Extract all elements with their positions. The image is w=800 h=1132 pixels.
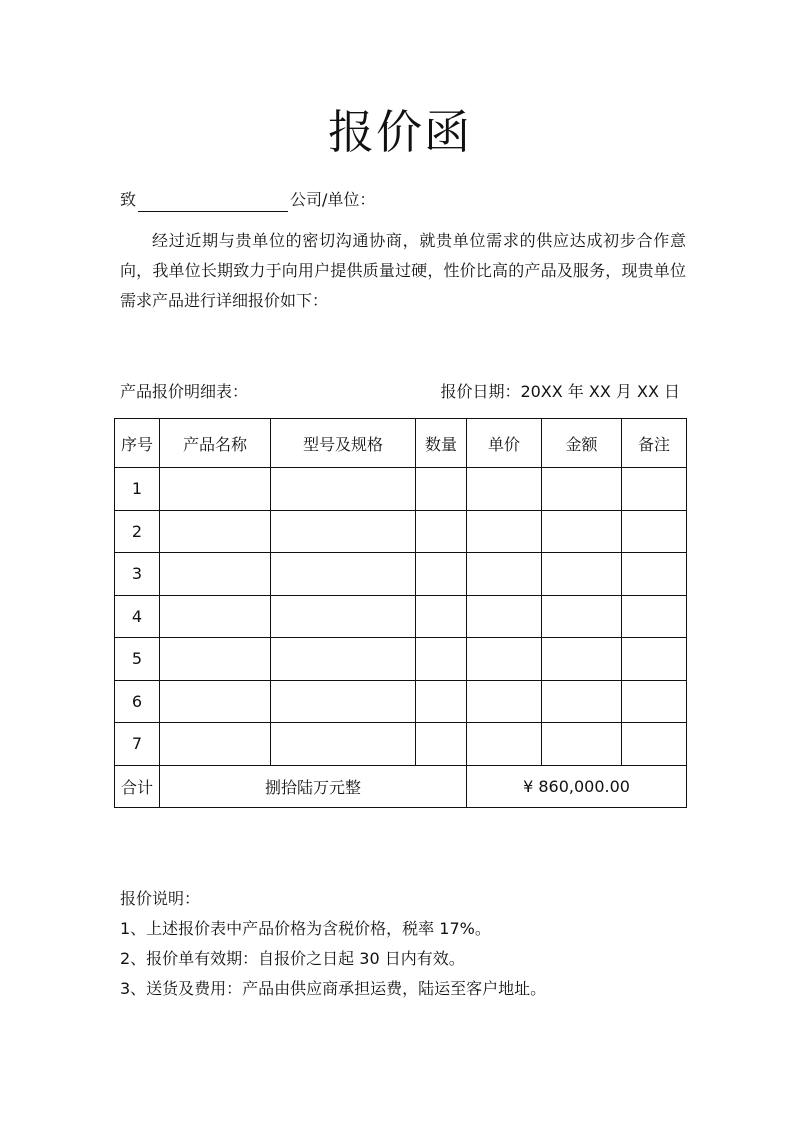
cell-index: 5	[115, 638, 160, 681]
cell-product-name	[160, 595, 271, 638]
notes-heading: 报价说明：	[120, 889, 201, 908]
total-label: 合计	[115, 765, 160, 807]
cell-remarks	[622, 510, 687, 553]
cell-unit-price	[467, 595, 542, 638]
header-model-spec: 型号及规格	[271, 419, 416, 468]
cell-amount	[542, 553, 622, 596]
cell-quantity	[416, 723, 467, 766]
total-row	[115, 765, 687, 807]
cell-index: 3	[115, 553, 160, 596]
cell-remarks	[622, 553, 687, 596]
header-amount: 金额	[542, 419, 622, 468]
cell-product-name	[160, 638, 271, 681]
cell-index: 4	[115, 595, 160, 638]
cell-amount	[542, 510, 622, 553]
cell-index: 2	[115, 510, 160, 553]
intro-paragraph: 经过近期与贵单位的密切沟通协商，就贵单位需求的供应达成初步合作意向，我单位长期致力于向用户提供质量过硬，性价比高的产品及服务，现贵单位需求产品进行详细报价如下：	[120, 231, 686, 310]
cell-amount	[542, 595, 622, 638]
cell-index: 7	[115, 723, 160, 766]
note-item: 3、送货及费用：产品由供应商承担运费，陆运至客户地址。	[120, 979, 547, 998]
cell-model-spec	[271, 553, 416, 596]
cell-quantity	[416, 468, 467, 511]
table-row	[115, 468, 687, 511]
cell-unit-price	[467, 723, 542, 766]
recipient-blank-field	[138, 193, 288, 212]
cell-model-spec	[271, 723, 416, 766]
quotation-notes	[120, 884, 546, 1004]
header-index: 序号	[115, 419, 160, 468]
cell-quantity	[416, 510, 467, 553]
table-row	[115, 553, 687, 596]
table-meta-row	[120, 380, 680, 404]
cell-product-name	[160, 680, 271, 723]
cell-product-name	[160, 723, 271, 766]
cell-model-spec	[271, 595, 416, 638]
cell-unit-price	[467, 638, 542, 681]
cell-remarks	[622, 595, 687, 638]
cell-amount	[542, 638, 622, 681]
table-row	[115, 680, 687, 723]
header-quantity: 数量	[416, 419, 467, 468]
cell-remarks	[622, 468, 687, 511]
header-remarks: 备注	[622, 419, 687, 468]
cell-unit-price	[467, 510, 542, 553]
cell-amount	[542, 723, 622, 766]
recipient-prefix: 致	[120, 190, 137, 209]
table-row	[115, 510, 687, 553]
cell-model-spec	[271, 680, 416, 723]
note-item: 2、报价单有效期：自报价之日起 30 日内有效。	[120, 949, 465, 968]
cell-product-name	[160, 553, 271, 596]
table-row	[115, 638, 687, 681]
document-title: 报价函	[328, 105, 472, 159]
cell-index: 6	[115, 680, 160, 723]
cell-unit-price	[467, 468, 542, 511]
table-row	[115, 595, 687, 638]
cell-quantity	[416, 680, 467, 723]
table-row	[115, 723, 687, 766]
cell-amount	[542, 680, 622, 723]
quote-date: 报价日期：20XX 年 XX 月 XX 日	[440, 382, 680, 401]
recipient-suffix: 公司/单位：	[290, 190, 376, 209]
cell-model-spec	[271, 510, 416, 553]
note-item: 1、上述报价表中产品价格为含税价格，税率 17%。	[120, 919, 491, 938]
cell-unit-price	[467, 553, 542, 596]
cell-product-name	[160, 510, 271, 553]
cell-quantity	[416, 638, 467, 681]
cell-model-spec	[271, 638, 416, 681]
cell-product-name	[160, 468, 271, 511]
recipient-line	[120, 188, 375, 212]
cell-remarks	[622, 680, 687, 723]
header-product-name: 产品名称	[160, 419, 271, 468]
cell-index: 1	[115, 468, 160, 511]
cell-amount	[542, 468, 622, 511]
header-unit-price: 单价	[467, 419, 542, 468]
cell-remarks	[622, 723, 687, 766]
table-caption: 产品报价明细表：	[120, 382, 249, 401]
total-amount: ¥ 860,000.00	[467, 765, 687, 807]
cell-unit-price	[467, 680, 542, 723]
table-header-row	[115, 419, 687, 468]
total-in-words: 捌拾陆万元整	[160, 765, 467, 807]
cell-quantity	[416, 595, 467, 638]
cell-quantity	[416, 553, 467, 596]
cell-remarks	[622, 638, 687, 681]
quotation-table	[114, 418, 687, 808]
cell-model-spec	[271, 468, 416, 511]
